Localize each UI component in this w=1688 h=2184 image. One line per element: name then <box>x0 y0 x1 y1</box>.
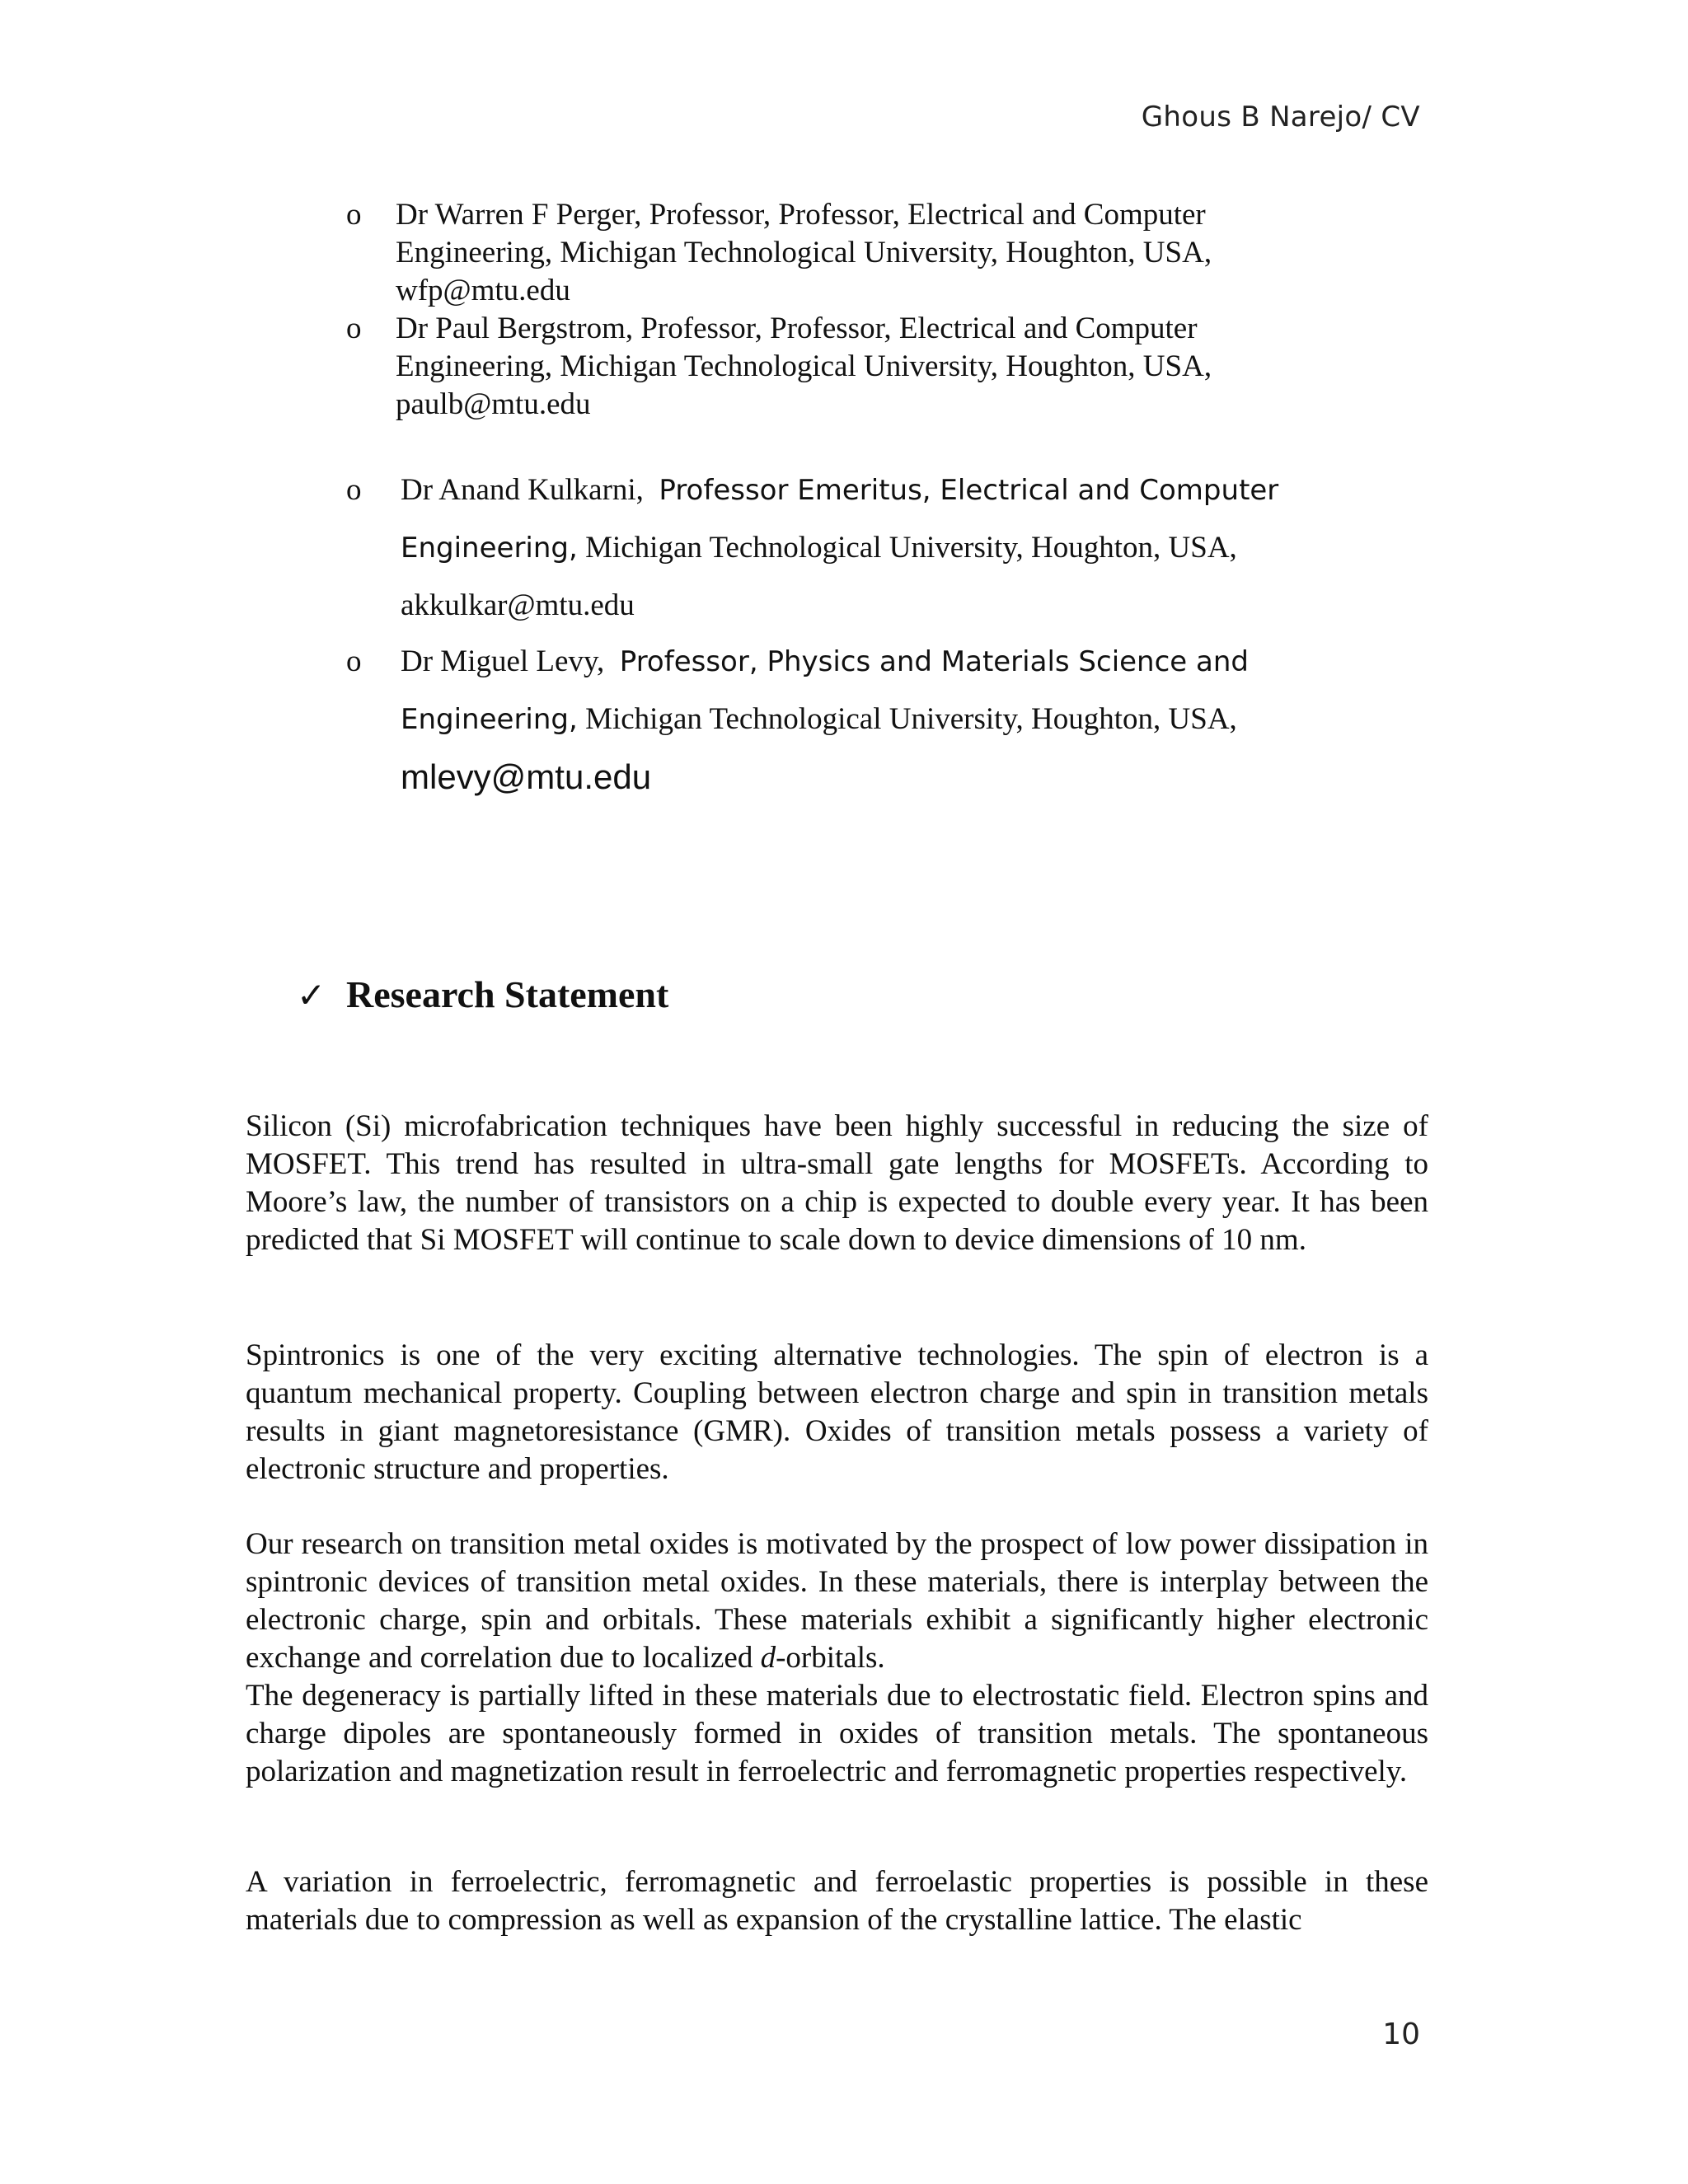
reference-title: Professor Emeritus, Electrical and Computer <box>659 474 1279 507</box>
paragraph: Silicon (Si) microfabrication techniques have been highly successful in reducing the size of MOSFET. This trend has resulted in ultra-small gate lengths for MOSFETs. According to Moore’s law, the number of transistors on a chip is expected to double every year. It has been predicted that Si MOSFET will continue to scale down to device dimensions of 10 nm. <box>246 1109 1428 1257</box>
reference-email: akkulkar@mtu.edu <box>401 588 635 622</box>
paragraph-text: -orbitals. <box>776 1641 885 1675</box>
reference-text <box>396 196 1302 310</box>
reference-line <box>401 633 1307 691</box>
page-header: Ghous B Narejo/ CV <box>1141 101 1420 134</box>
reference-line: Dr Paul Bergstrom, Professor, Professor, Electrical and Computer <box>396 312 1198 345</box>
reference-title: Professor, Physics and Materials Science and <box>619 645 1249 678</box>
reference-text <box>396 310 1302 424</box>
reference-dept: Engineering, <box>401 532 578 565</box>
checkmark-icon: ✓ <box>297 975 326 1015</box>
paragraph: Spintronics is one of the very exciting alternative technologies. The spin of electron is a quantum mechanical property. Coupling between electron charge and spin in transition metals results in giant magnetoresistance (GMR). Oxides of transition metals possess a variety of electronic structure and properties. <box>246 1338 1428 1486</box>
paragraph-text: The degeneracy is partially lifted in these materials due to electrostatic field. Electron spins and charge dipoles are spontaneously formed in oxides of transition metals. The spontaneous polarization and magnetization result in ferroelectric and ferromagnetic properties respectively. <box>246 1679 1428 1788</box>
reference-name: Dr Miguel Levy, <box>401 644 605 678</box>
section-title: Research Statement <box>346 973 669 1015</box>
section-heading <box>297 972 668 1016</box>
paragraph <box>246 1526 1428 1791</box>
reference-dept: Engineering, <box>401 703 578 736</box>
reference-name: Dr Anand Kulkarni, <box>401 473 644 507</box>
reference-text <box>401 633 1307 806</box>
reference-email: paulb@mtu.edu <box>396 387 591 421</box>
list-bullet: o <box>346 644 362 678</box>
reference-line <box>401 462 1307 519</box>
list-bullet: o <box>346 312 362 345</box>
reference-line <box>401 691 1307 748</box>
paragraph-text: Our research on transition metal oxides is motivated by the prospect of low power dissipation in spintronic devices of transition metal oxides. In these materials, there is interplay between the electronic charge, spin and orbitals. These materials exhibit a significantly higher electronic exchange and correlation due to localized <box>246 1527 1428 1675</box>
list-bullet: o <box>346 473 362 507</box>
reference-line <box>401 519 1307 577</box>
reference-line: Engineering, Michigan Technological University, Houghton, USA, <box>396 236 1212 269</box>
list-bullet: o <box>346 198 362 232</box>
page-number: 10 <box>1382 2018 1420 2051</box>
reference-email: mlevy@mtu.edu <box>401 757 652 796</box>
reference-line: Dr Warren F Perger, Professor, Professor, Electrical and Computer <box>396 198 1206 232</box>
reference-email: wfp@mtu.edu <box>396 274 570 307</box>
reference-text <box>401 462 1307 635</box>
reference-line: Engineering, Michigan Technological University, Houghton, USA, <box>396 349 1212 383</box>
reference-university: Michigan Technological University, Houghton, USA, <box>585 702 1237 736</box>
reference-university: Michigan Technological University, Houghton, USA, <box>585 531 1237 565</box>
italic-text: d <box>760 1641 776 1675</box>
paragraph: A variation in ferroelectric, ferromagnetic and ferroelastic properties is possible in these materials due to compression as well as expansion of the crystalline lattice. The elastic <box>246 1865 1428 1937</box>
